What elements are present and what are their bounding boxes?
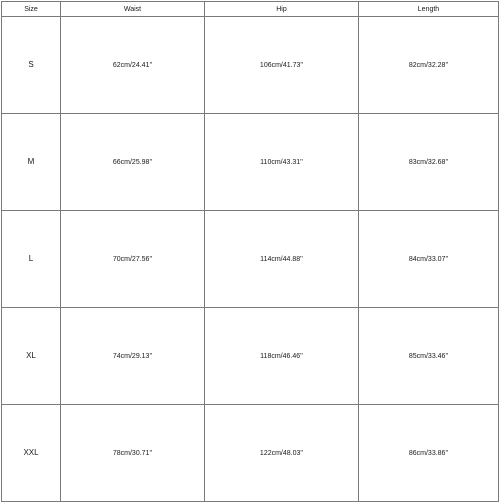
table-row (2, 17, 499, 114)
length-cell: 85cm/33.46'' (359, 308, 499, 405)
size-cell: XL (2, 308, 61, 405)
header-row (2, 2, 499, 17)
waist-cell: 74cm/29.13'' (61, 308, 205, 405)
size-cell: S (2, 17, 61, 114)
header-waist: Waist (61, 2, 205, 17)
table-row (2, 405, 499, 502)
size-cell: M (2, 114, 61, 211)
length-cell: 84cm/33.07'' (359, 211, 499, 308)
header-size: Size (2, 2, 61, 17)
table-header (2, 2, 499, 17)
table-body (2, 17, 499, 502)
size-cell: XXL (2, 405, 61, 502)
header-hip: Hip (205, 2, 359, 17)
length-cell: 82cm/32.28'' (359, 17, 499, 114)
hip-cell: 118cm/46.46'' (205, 308, 359, 405)
waist-cell: 78cm/30.71'' (61, 405, 205, 502)
waist-cell: 66cm/25.98'' (61, 114, 205, 211)
length-cell: 83cm/32.68'' (359, 114, 499, 211)
hip-cell: 114cm/44.88'' (205, 211, 359, 308)
size-cell: L (2, 211, 61, 308)
hip-cell: 106cm/41.73'' (205, 17, 359, 114)
hip-cell: 110cm/43.31'' (205, 114, 359, 211)
size-chart-table (1, 1, 499, 502)
table-row (2, 211, 499, 308)
waist-cell: 70cm/27.56'' (61, 211, 205, 308)
header-length: Length (359, 2, 499, 17)
table-row (2, 114, 499, 211)
length-cell: 86cm/33.86'' (359, 405, 499, 502)
table-row (2, 308, 499, 405)
hip-cell: 122cm/48.03'' (205, 405, 359, 502)
waist-cell: 62cm/24.41'' (61, 17, 205, 114)
